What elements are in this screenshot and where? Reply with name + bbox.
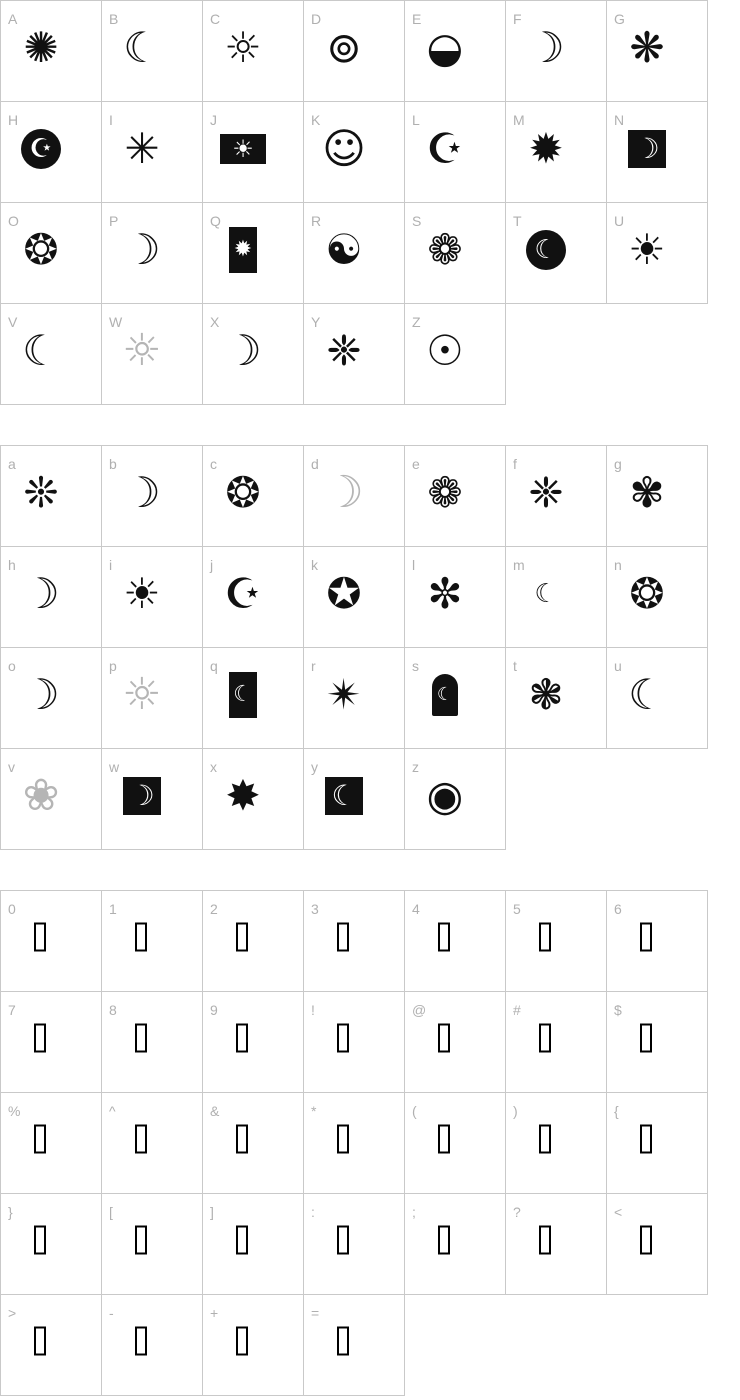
- cell-G: [607, 1, 708, 102]
- cell-label: c: [210, 456, 217, 472]
- sun-moon-glyph-icon: ❂: [225, 468, 261, 517]
- cell-label: ;: [412, 1204, 416, 1220]
- sun-moon-glyph-icon: ☽: [324, 467, 364, 518]
- sun-moon-glyph-icon: ☀: [220, 134, 266, 164]
- missing-glyph-box-icon: [34, 1327, 46, 1356]
- sun-moon-glyph-icon: ❁: [427, 225, 463, 274]
- cell-3: [304, 891, 405, 992]
- cell-label: {: [614, 1103, 619, 1119]
- cell-label: f: [513, 456, 517, 472]
- missing-glyph-box-icon: [236, 923, 248, 952]
- cell-L: [405, 102, 506, 203]
- cell-label: u: [614, 658, 622, 674]
- cell-A: [1, 1, 102, 102]
- sun-moon-glyph-icon: ☾: [325, 777, 363, 815]
- cell-label: ^: [109, 1103, 116, 1119]
- cell-1: [102, 891, 203, 992]
- cell-6: [607, 891, 708, 992]
- cell-K: [304, 102, 405, 203]
- sun-moon-glyph-icon: ☽: [527, 23, 565, 72]
- missing-glyph-box-icon: [337, 1327, 349, 1356]
- cell-z: [405, 749, 506, 850]
- sun-moon-glyph-icon: ☽: [22, 569, 60, 618]
- cell-): [506, 1093, 607, 1194]
- cell-Y: [304, 304, 405, 405]
- cell-T: [506, 203, 607, 304]
- cell-h: [1, 547, 102, 648]
- glyph-row: [1, 648, 708, 749]
- sun-moon-glyph-icon: ✪: [326, 569, 362, 618]
- cell-%: [1, 1093, 102, 1194]
- cell-label: [: [109, 1204, 113, 1220]
- cell-f: [506, 446, 607, 547]
- missing-glyph-box-icon: [135, 1125, 147, 1154]
- glyph-row: [1, 1295, 708, 1396]
- cell-label: B: [109, 11, 119, 27]
- sun-moon-glyph-icon: ❃: [528, 670, 564, 719]
- cell-label: x: [210, 759, 217, 775]
- cell-+: [203, 1295, 304, 1396]
- sun-moon-glyph-icon: ✹: [229, 227, 257, 273]
- sun-moon-glyph-icon: ☀: [628, 225, 666, 274]
- cell-label: L: [412, 112, 420, 128]
- cell-label: 8: [109, 1002, 117, 1018]
- cell-label: R: [311, 213, 322, 229]
- missing-glyph-box-icon: [34, 1125, 46, 1154]
- cell-O: [1, 203, 102, 304]
- cell-#: [506, 992, 607, 1093]
- cell-s: [405, 648, 506, 749]
- cell-$: [607, 992, 708, 1093]
- missing-glyph-box-icon: [337, 923, 349, 952]
- cell-label: q: [210, 658, 218, 674]
- cell-4: [405, 891, 506, 992]
- cell-U: [607, 203, 708, 304]
- cell-label: ?: [513, 1204, 521, 1220]
- cell-label: z: [412, 759, 419, 775]
- cell-label: 3: [311, 901, 319, 917]
- cell-label: 0: [8, 901, 16, 917]
- sun-moon-glyph-icon: ☀: [123, 569, 161, 618]
- sun-moon-glyph-icon: ☽: [123, 777, 161, 815]
- glyph-row: [1, 1194, 708, 1295]
- missing-glyph-box-icon: [640, 1024, 652, 1053]
- cell-label: J: [210, 112, 217, 128]
- cell-M: [506, 102, 607, 203]
- missing-glyph-box-icon: [34, 923, 46, 952]
- sun-moon-glyph-icon: ❈: [326, 326, 362, 375]
- sun-moon-glyph-icon: ☾: [22, 326, 60, 375]
- cell-label: A: [8, 11, 18, 27]
- cell-label: U: [614, 213, 625, 229]
- sun-moon-glyph-icon: ☽: [224, 326, 262, 375]
- cell-label: s: [412, 658, 419, 674]
- missing-glyph-box-icon: [438, 1125, 450, 1154]
- cell-e: [405, 446, 506, 547]
- sun-moon-glyph-icon: ☺: [322, 124, 366, 173]
- missing-glyph-box-icon: [640, 1125, 652, 1154]
- cell-label: w: [109, 759, 120, 775]
- cell-label: y: [311, 759, 318, 775]
- sun-moon-glyph-icon: ✺: [23, 23, 59, 72]
- sun-moon-glyph-icon: ✹: [528, 124, 564, 173]
- cell-*: [304, 1093, 405, 1194]
- cell-?: [506, 1194, 607, 1295]
- cell-n: [607, 547, 708, 648]
- cell-j: [203, 547, 304, 648]
- sun-moon-glyph-icon: ☪: [21, 129, 61, 169]
- cell-Q: [203, 203, 304, 304]
- cell-J: [203, 102, 304, 203]
- cell-u: [607, 648, 708, 749]
- cell-label: 6: [614, 901, 622, 917]
- cell-p: [102, 648, 203, 749]
- cell-o: [1, 648, 102, 749]
- missing-glyph-box-icon: [135, 1327, 147, 1356]
- cell-label: :: [311, 1204, 315, 1220]
- sun-moon-glyph-icon: ☾: [432, 674, 458, 716]
- cell-label: %: [8, 1103, 21, 1119]
- missing-glyph-box-icon: [539, 923, 551, 952]
- sun-moon-glyph-icon: ☾: [123, 23, 161, 72]
- cell-m: [506, 547, 607, 648]
- sun-moon-glyph-icon: ✳: [124, 124, 160, 173]
- cell-label: l: [412, 557, 416, 573]
- sun-moon-glyph-icon: ❊: [23, 468, 59, 517]
- cell-F: [506, 1, 607, 102]
- cell-label: v: [8, 759, 15, 775]
- glyph-row: [1, 203, 708, 304]
- sun-moon-glyph-icon: ❂: [629, 569, 665, 618]
- missing-glyph-box-icon: [135, 1024, 147, 1053]
- cell-}: [1, 1194, 102, 1295]
- cell-label: r: [311, 658, 316, 674]
- cell-2: [203, 891, 304, 992]
- missing-glyph-box-icon: [236, 1024, 248, 1053]
- sun-moon-glyph-icon: ☽: [628, 130, 666, 168]
- cell-9: [203, 992, 304, 1093]
- missing-glyph-box-icon: [236, 1226, 248, 1255]
- cell-!: [304, 992, 405, 1093]
- cell-label: =: [311, 1305, 320, 1321]
- glyph-row: [1, 749, 708, 850]
- missing-glyph-box-icon: [236, 1327, 248, 1356]
- cell-label: }: [8, 1204, 13, 1220]
- cell-X: [203, 304, 304, 405]
- sun-moon-glyph-icon: ✼: [427, 569, 463, 618]
- glyph-row: [1, 304, 708, 405]
- cell-label: p: [109, 658, 117, 674]
- missing-glyph-box-icon: [135, 1226, 147, 1255]
- cell-x: [203, 749, 304, 850]
- cell-label: @: [412, 1002, 427, 1018]
- cell-label: +: [210, 1305, 219, 1321]
- sun-moon-glyph-icon: ❋: [629, 23, 665, 72]
- cell-W: [102, 304, 203, 405]
- cell-a: [1, 446, 102, 547]
- section-uppercase-letters: [0, 0, 708, 405]
- sun-moon-glyph-icon: ☼: [122, 325, 162, 376]
- section-lowercase-letters: [0, 445, 708, 850]
- cell-label: W: [109, 314, 123, 330]
- cell-label: F: [513, 11, 522, 27]
- cell-label: m: [513, 557, 525, 573]
- cell-label: ]: [210, 1204, 214, 1220]
- cell-label: Z: [412, 314, 421, 330]
- sun-moon-glyph-icon: ☼: [122, 669, 162, 720]
- cell-b: [102, 446, 203, 547]
- cell-[: [102, 1194, 203, 1295]
- cell->: [1, 1295, 102, 1396]
- missing-glyph-box-icon: [539, 1226, 551, 1255]
- glyph-row: [1, 1, 708, 102]
- cell-label: <: [614, 1204, 623, 1220]
- missing-glyph-box-icon: [640, 923, 652, 952]
- cell-label: C: [210, 11, 221, 27]
- section-numbers-and-symbols: [0, 890, 708, 1396]
- missing-glyph-box-icon: [438, 1226, 450, 1255]
- sun-moon-glyph-icon: ☾: [534, 579, 558, 609]
- cell-y: [304, 749, 405, 850]
- cell-w: [102, 749, 203, 850]
- sun-moon-glyph-icon: ☪: [426, 124, 464, 173]
- cell-k: [304, 547, 405, 648]
- sun-moon-glyph-icon: ☯: [325, 225, 363, 274]
- missing-glyph-box-icon: [34, 1024, 46, 1053]
- cell-g: [607, 446, 708, 547]
- sun-moon-glyph-icon: ◒: [426, 23, 464, 72]
- sun-moon-glyph-icon: ◉: [426, 771, 464, 820]
- cell-H: [1, 102, 102, 203]
- cell-label: i: [109, 557, 113, 573]
- cell-label: j: [210, 557, 214, 573]
- cell-label: t: [513, 658, 517, 674]
- cell-label: b: [109, 456, 117, 472]
- cell-r: [304, 648, 405, 749]
- cell-7: [1, 992, 102, 1093]
- missing-glyph-box-icon: [640, 1226, 652, 1255]
- cell-R: [304, 203, 405, 304]
- cell-<: [607, 1194, 708, 1295]
- glyph-row: [1, 446, 708, 547]
- cell-c: [203, 446, 304, 547]
- glyph-row: [1, 1093, 708, 1194]
- cell-{: [607, 1093, 708, 1194]
- cell-E: [405, 1, 506, 102]
- cell-0: [1, 891, 102, 992]
- cell-C: [203, 1, 304, 102]
- sun-moon-glyph-icon: ☉: [426, 326, 464, 375]
- glyph-row: [1, 547, 708, 648]
- cell-S: [405, 203, 506, 304]
- cell-label: !: [311, 1002, 315, 1018]
- sun-moon-glyph-icon: ☾: [229, 672, 257, 718]
- cell-Z: [405, 304, 506, 405]
- cell-label: (: [412, 1103, 417, 1119]
- cell-:: [304, 1194, 405, 1295]
- cell-label: k: [311, 557, 318, 573]
- cell-N: [607, 102, 708, 203]
- cell-i: [102, 547, 203, 648]
- sun-moon-glyph-icon: ✸: [225, 771, 261, 820]
- sun-moon-glyph-icon: ☽: [123, 225, 161, 274]
- cell-label: ): [513, 1103, 518, 1119]
- cell-v: [1, 749, 102, 850]
- sun-moon-glyph-icon: ❀: [22, 770, 60, 821]
- cell-label: P: [109, 213, 119, 229]
- cell-label: g: [614, 456, 622, 472]
- cell-label: O: [8, 213, 19, 229]
- cell-label: D: [311, 11, 322, 27]
- sun-moon-glyph-icon: ☽: [123, 468, 161, 517]
- cell-P: [102, 203, 203, 304]
- sun-moon-glyph-icon: ☼: [224, 23, 262, 72]
- cell-label: >: [8, 1305, 17, 1321]
- cell-label: 1: [109, 901, 117, 917]
- sun-moon-glyph-icon: ☾: [526, 230, 566, 270]
- glyph-row: [1, 102, 708, 203]
- cell-label: 2: [210, 901, 218, 917]
- missing-glyph-box-icon: [438, 1024, 450, 1053]
- missing-glyph-box-icon: [539, 1125, 551, 1154]
- sun-moon-glyph-icon: ✾: [629, 468, 665, 517]
- glyph-row: [1, 891, 708, 992]
- cell-label: e: [412, 456, 420, 472]
- glyph-row: [1, 992, 708, 1093]
- cell-I: [102, 102, 203, 203]
- cell-label: &: [210, 1103, 220, 1119]
- cell-label: #: [513, 1002, 521, 1018]
- cell-@: [405, 992, 506, 1093]
- sun-moon-glyph-icon: ❁: [427, 468, 463, 517]
- cell-label: E: [412, 11, 422, 27]
- cell-=: [304, 1295, 405, 1396]
- cell-label: S: [412, 213, 422, 229]
- cell-label: T: [513, 213, 522, 229]
- cell-;: [405, 1194, 506, 1295]
- cell-t: [506, 648, 607, 749]
- missing-glyph-box-icon: [438, 923, 450, 952]
- cell-V: [1, 304, 102, 405]
- cell-label: 4: [412, 901, 420, 917]
- cell-label: a: [8, 456, 16, 472]
- cell-label: H: [8, 112, 19, 128]
- cell-label: n: [614, 557, 622, 573]
- cell-label: K: [311, 112, 321, 128]
- cell-label: Q: [210, 213, 221, 229]
- cell-]: [203, 1194, 304, 1295]
- cell-label: N: [614, 112, 625, 128]
- missing-glyph-box-icon: [337, 1024, 349, 1053]
- missing-glyph-box-icon: [337, 1125, 349, 1154]
- cell-(: [405, 1093, 506, 1194]
- cell-label: 5: [513, 901, 521, 917]
- cell-5: [506, 891, 607, 992]
- cell-label: 9: [210, 1002, 218, 1018]
- missing-glyph-box-icon: [539, 1024, 551, 1053]
- cell-8: [102, 992, 203, 1093]
- cell-label: h: [8, 557, 16, 573]
- missing-glyph-box-icon: [135, 923, 147, 952]
- cell-q: [203, 648, 304, 749]
- missing-glyph-box-icon: [236, 1125, 248, 1154]
- sun-moon-glyph-icon: ❂: [23, 225, 59, 274]
- sun-moon-glyph-icon: ⊚: [326, 23, 362, 72]
- cell-label: *: [311, 1103, 317, 1119]
- sun-moon-glyph-icon: ☽: [22, 670, 60, 719]
- cell-label: Y: [311, 314, 321, 330]
- cell--: [102, 1295, 203, 1396]
- cell-label: -: [109, 1305, 114, 1321]
- cell-^: [102, 1093, 203, 1194]
- cell-label: $: [614, 1002, 622, 1018]
- cell-&: [203, 1093, 304, 1194]
- cell-label: I: [109, 112, 113, 128]
- missing-glyph-box-icon: [34, 1226, 46, 1255]
- sun-moon-glyph-icon: ☪: [224, 569, 262, 618]
- sun-moon-glyph-icon: ☾: [628, 670, 666, 719]
- cell-label: d: [311, 456, 319, 472]
- cell-l: [405, 547, 506, 648]
- cell-label: M: [513, 112, 525, 128]
- cell-D: [304, 1, 405, 102]
- missing-glyph-box-icon: [337, 1226, 349, 1255]
- cell-label: X: [210, 314, 220, 330]
- sun-moon-glyph-icon: ✴: [326, 670, 362, 719]
- cell-label: G: [614, 11, 625, 27]
- cell-label: o: [8, 658, 16, 674]
- cell-d: [304, 446, 405, 547]
- cell-label: 7: [8, 1002, 16, 1018]
- cell-label: V: [8, 314, 18, 330]
- cell-B: [102, 1, 203, 102]
- sun-moon-glyph-icon: ❈: [528, 468, 564, 517]
